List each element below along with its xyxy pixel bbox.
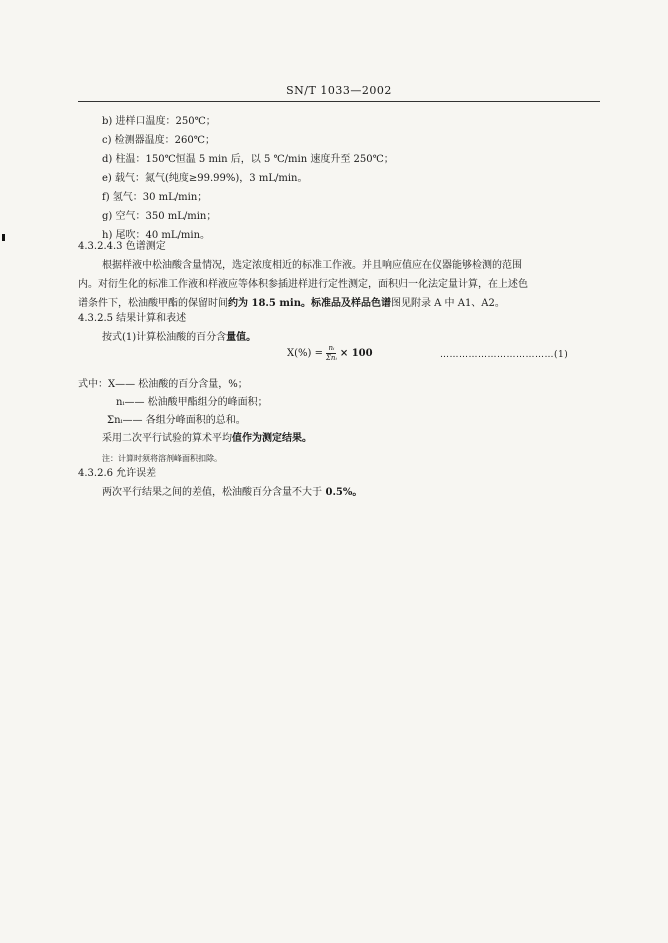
equation-number: ………………………………(1) — [440, 350, 569, 360]
page-header: SN/T 1033—2002 — [286, 84, 392, 97]
section-heading-4-3-2-4-3: 4.3.2.4.3 色谱测定 — [78, 241, 166, 252]
tolerance-text-b: 0.5%。 — [322, 487, 363, 498]
where-sum: Σnᵢ—— 各组分峰面积的总和。 — [107, 415, 246, 426]
formula-denominator: Σnᵢ — [325, 354, 337, 362]
result-statement-b: 值作为测定结果。 — [232, 433, 312, 444]
chroma-text-line2: 内。对衍生化的标准工作液和样液应等体积参插进样进行定性测定，面积归一化法定量计算，在上述色 — [78, 279, 528, 290]
param-f: f) 氢气：30 mL/min； — [102, 192, 208, 203]
formula-rhs: × 100 — [339, 348, 373, 359]
calc-intro-b: 量值。 — [226, 332, 257, 343]
section-heading-4-3-2-5: 4.3.2.5 结果计算和表述 — [78, 313, 187, 324]
chroma-text-line3 — [78, 297, 505, 311]
formula-fraction — [326, 345, 337, 362]
formula-lhs: X(%) = — [287, 348, 323, 359]
chroma-text-line3-c: 图见附录 A 中 A1、A2。 — [390, 298, 505, 309]
param-e: e) 载气：氮气(纯度≥99.99%)，3 mL/min。 — [102, 173, 308, 184]
tolerance-text — [102, 486, 362, 500]
scan-mark — [2, 234, 5, 241]
param-d: d) 柱温：150℃恒温 5 min 后，以 5 ℃/min 速度升至 250℃； — [102, 154, 394, 165]
calc-intro-a: 按式(1)计算松油酸的百分含 — [102, 332, 227, 343]
param-b: b) 进样口温度：250℃； — [102, 116, 216, 127]
param-h: h) 尾吹：40 mL/min。 — [102, 230, 211, 241]
result-statement-a: 采用二次平行试验的算术平均 — [102, 433, 232, 444]
chroma-text-line3-b: 约为 18.5 min。标准品及样品色谱 — [228, 298, 391, 309]
calc-intro — [102, 331, 256, 345]
param-g: g) 空气：350 mL/min； — [102, 211, 217, 222]
formula — [287, 345, 373, 362]
where-ni: nᵢ—— 松油酸甲酯组分的峰面积； — [116, 397, 268, 408]
header-rule — [78, 101, 600, 102]
chroma-text-line3-a: 谱条件下，松油酸甲酯的保留时间 — [78, 298, 228, 309]
tolerance-text-a: 两次平行结果之间的差值，松油酸百分含量不大于 — [102, 487, 322, 498]
result-statement — [102, 432, 312, 446]
formula-numerator: nᵢ — [328, 344, 335, 352]
chroma-text-line1: 根据样液中松油酸含量情况，选定浓度相近的标准工作液。并且响应值应在仪器能够检测的范围 — [102, 260, 522, 271]
param-c: c) 检测器温度：260℃； — [102, 135, 215, 146]
note: 注：计算时须将溶剂峰面积扣除。 — [102, 454, 222, 463]
where-x: 式中：X—— 松油酸的百分含量，%； — [78, 379, 248, 390]
section-heading-4-3-2-6: 4.3.2.6 允许误差 — [78, 468, 157, 479]
